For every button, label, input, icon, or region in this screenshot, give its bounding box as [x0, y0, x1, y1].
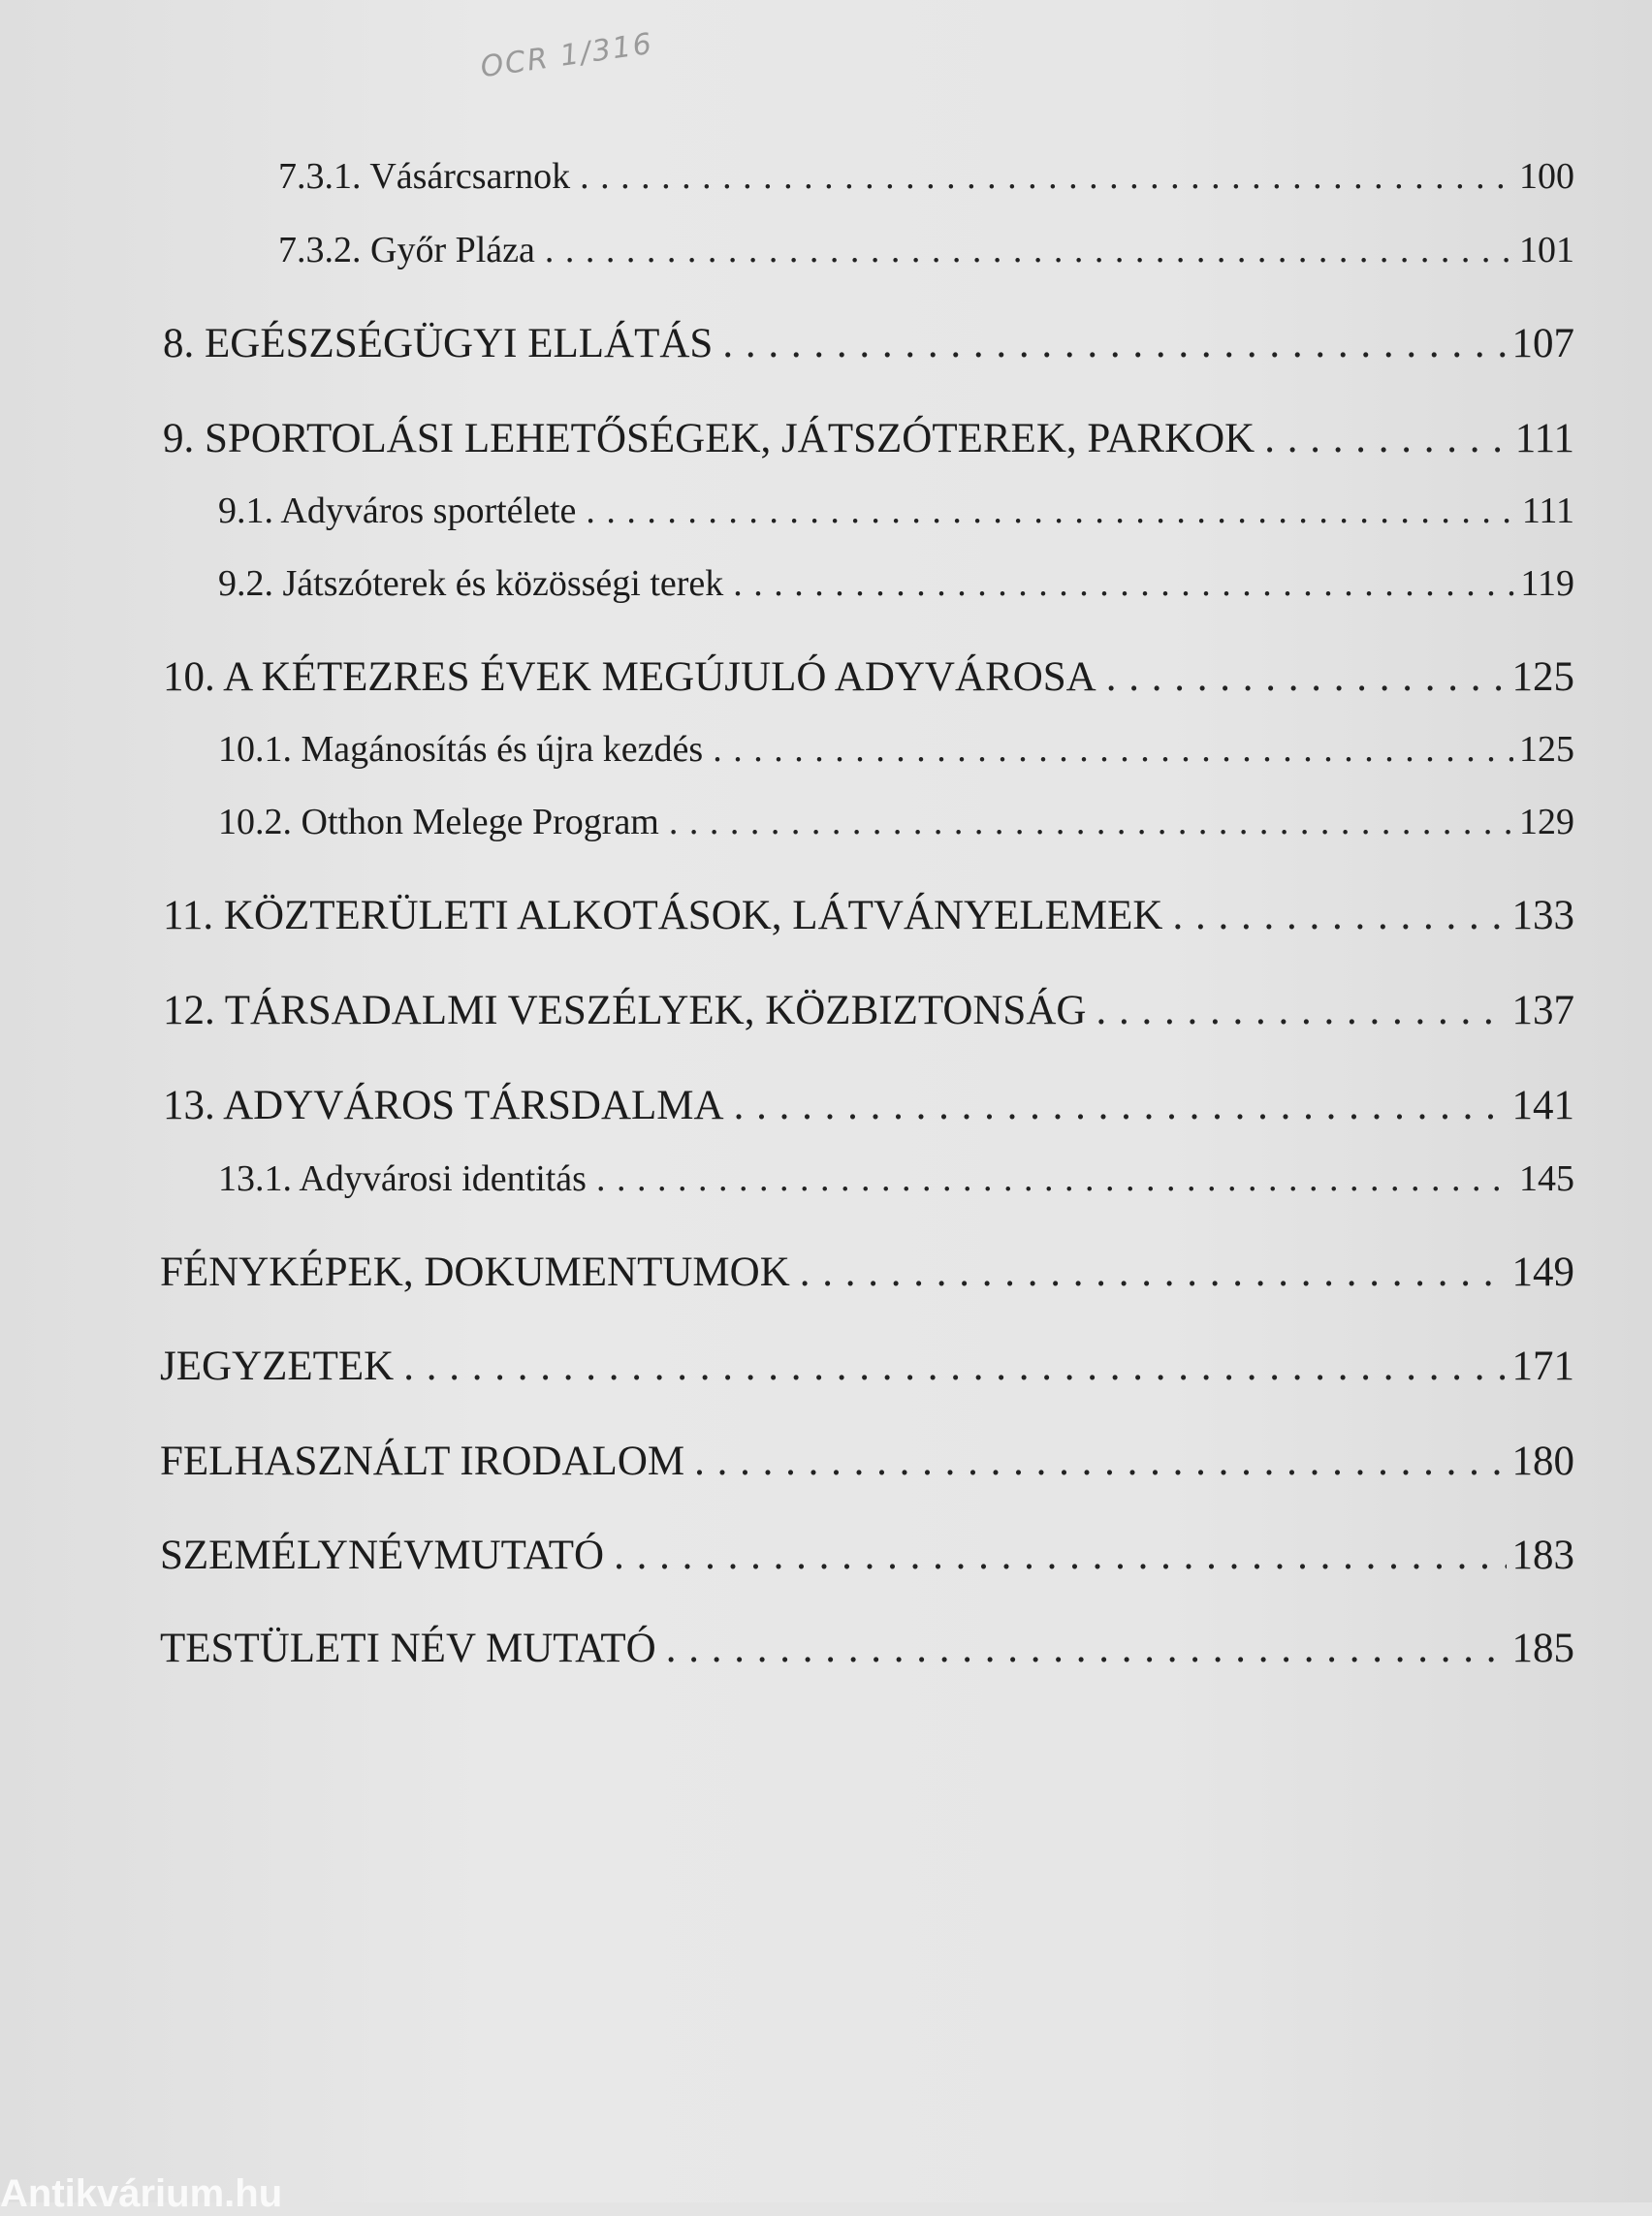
toc-entry-page: 133	[1511, 893, 1574, 938]
toc-entry-page: 137	[1511, 988, 1574, 1033]
toc-entry	[160, 1625, 1574, 1672]
toc-entry-title: 8. EGÉSZSÉGÜGYI ELLÁTÁS	[163, 321, 714, 366]
toc-entry-title: 9.1. Adyváros sportélete	[218, 491, 577, 531]
toc-entry	[160, 1532, 1574, 1579]
dot-leader	[1106, 653, 1507, 701]
dot-leader	[596, 1157, 1513, 1200]
toc-entry-title: 13. ADYVÁROS TÁRSDALMA	[163, 1083, 724, 1128]
toc-entry	[160, 1343, 1574, 1390]
dot-leader	[580, 155, 1513, 198]
toc-entry-title: FELHASZNÁLT IRODALOM	[160, 1439, 685, 1484]
dot-leader	[734, 1082, 1507, 1129]
toc-entry	[163, 987, 1574, 1034]
toc-entry-page: 100	[1519, 156, 1574, 197]
toc-entry	[218, 728, 1574, 771]
toc-entry-page: 149	[1511, 1250, 1574, 1295]
toc-entry-page: 180	[1511, 1439, 1574, 1484]
toc-entry-title: JEGYZETEK	[160, 1344, 395, 1389]
dot-leader	[800, 1249, 1507, 1296]
toc-entry-page: 125	[1511, 654, 1574, 700]
toc-entry-title: 10. A KÉTEZRES ÉVEK MEGÚJULÓ ADYVÁROSA	[163, 654, 1096, 700]
toc-entry-page: 185	[1511, 1626, 1574, 1671]
dot-leader	[614, 1532, 1506, 1579]
dot-leader	[403, 1343, 1506, 1390]
toc-entry	[218, 562, 1574, 605]
toc-entry	[218, 490, 1574, 532]
toc-entry-title: SZEMÉLYNÉVMUTATÓ	[160, 1533, 605, 1578]
dot-leader	[545, 229, 1513, 271]
toc-entry-page: 101	[1519, 230, 1574, 270]
toc-entry	[278, 155, 1574, 198]
pencil-note: OCR 1/316	[478, 26, 655, 85]
dot-leader	[694, 1438, 1506, 1485]
toc-entry-title: 10.1. Magánosítás és újra kezdés	[218, 729, 704, 770]
toc-entry-title: TESTÜLETI NÉV MUTATÓ	[160, 1626, 656, 1671]
dot-leader	[1264, 415, 1509, 462]
dot-leader	[722, 320, 1506, 367]
toc-entry-title: 12. TÁRSADALMI VESZÉLYEK, KÖZBIZTONSÁG	[163, 988, 1087, 1033]
toc-entry-page: 171	[1511, 1344, 1574, 1389]
toc-entry-page: 107	[1511, 321, 1574, 366]
dot-leader	[733, 562, 1514, 605]
toc-entry-page: 111	[1521, 491, 1574, 531]
toc-entry-title: 7.3.2. Győr Pláza	[278, 230, 535, 270]
toc-entry-page: 111	[1514, 416, 1574, 461]
toc-entry-title: FÉNYKÉPEK, DOKUMENTUMOK	[160, 1250, 790, 1295]
dot-leader	[669, 801, 1513, 843]
toc-entry	[163, 320, 1574, 367]
watermark: Antikvárium.hu	[0, 2172, 283, 2215]
toc-entry-page: 119	[1520, 563, 1574, 604]
toc-entry-page: 141	[1511, 1083, 1574, 1128]
toc-entry-title: 13.1. Adyvárosi identitás	[218, 1158, 587, 1199]
toc-entry	[160, 1438, 1574, 1485]
toc-entry-page: 129	[1519, 802, 1574, 842]
toc-entry-title: 9.2. Játszóterek és közösségi terek	[218, 563, 724, 604]
toc-entry	[278, 229, 1574, 271]
dot-leader	[1172, 892, 1506, 939]
toc-entry-page: 125	[1519, 729, 1574, 770]
toc-entry	[160, 1249, 1574, 1296]
dot-leader	[666, 1625, 1507, 1672]
toc-entry	[218, 1157, 1574, 1200]
toc-entry-title: 11. KÖZTERÜLETI ALKOTÁSOK, LÁTVÁNYELEMEK	[163, 893, 1163, 938]
toc-entry	[163, 892, 1574, 939]
toc-entry	[218, 801, 1574, 843]
toc-entry-title: 9. SPORTOLÁSI LEHETŐSÉGEK, JÁTSZÓTEREK, PARKOK	[163, 416, 1255, 461]
toc-entry-title: 10.2. Otthon Melege Program	[218, 802, 659, 842]
toc-entry	[163, 653, 1574, 701]
toc-entry-title: 7.3.1. Vásárcsarnok	[278, 156, 571, 197]
dot-leader	[1096, 987, 1506, 1034]
toc-entry-page: 145	[1519, 1158, 1574, 1199]
toc-entry	[163, 415, 1574, 462]
toc-entry	[163, 1082, 1574, 1129]
dot-leader	[713, 728, 1513, 771]
dot-leader	[586, 490, 1515, 532]
toc-entry-page: 183	[1511, 1533, 1574, 1578]
